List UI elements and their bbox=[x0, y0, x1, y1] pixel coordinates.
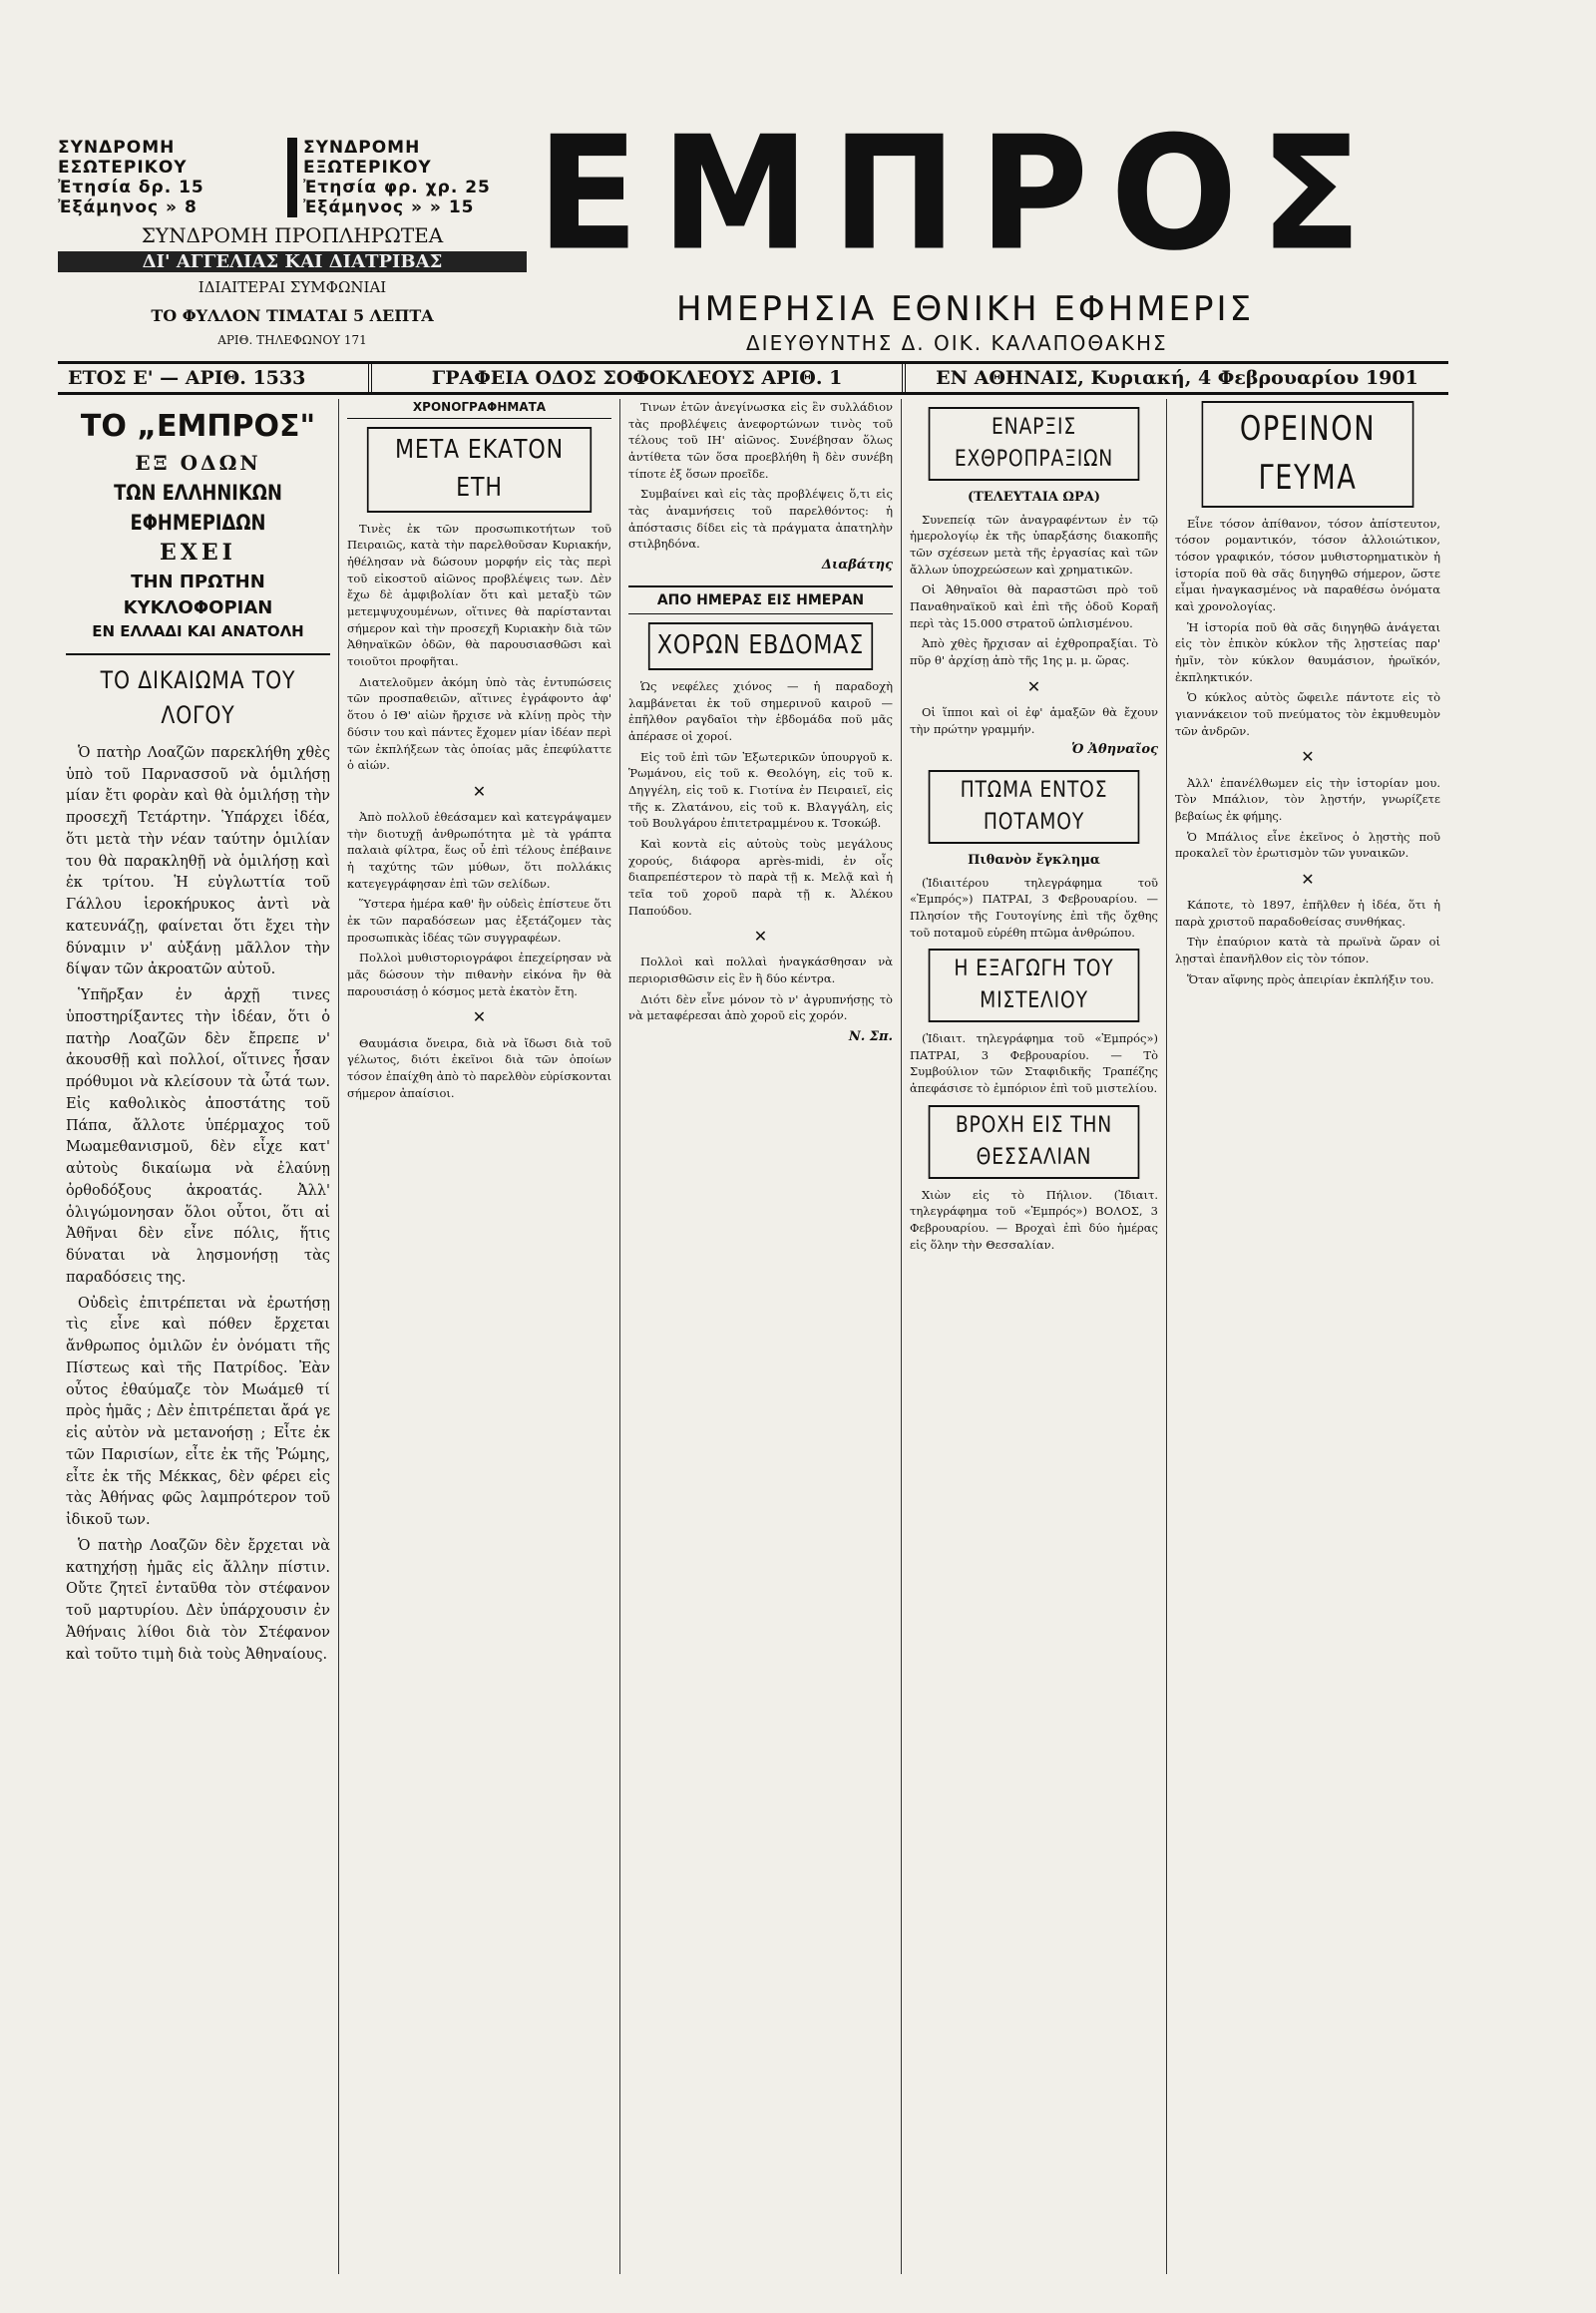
article-title: ΒΡΟΧΗ ΕΙΣ ΤΗΝ ΘΕΣΣΑΛΙΑΝ bbox=[929, 1105, 1140, 1179]
separator-cross-icon: ✕ bbox=[1301, 869, 1315, 889]
section-kicker: ΧΡΟΝΟΓΡΑΦΗΜΑΤΑ bbox=[347, 399, 611, 419]
foreign-title: ΣΥΝΔΡΟΜΗ ΕΞΩΤΕΡΙΚΟΥ bbox=[302, 138, 432, 178]
article-paragraph: Διατελοῦμεν ἀκόμη ὑπὸ τὰς ἐντυπώσεις τῶν προσπαθειῶν, αἵτινες ἐγράφοντο ἀφ' ὅτου ὁ ΙΘ' αἰὼν ἤρχισε νὰ κλίνῃ πρὸς τὴν δύσιν του καὶ πάντες ἔχομεν μίαν ἰδέαν περὶ τῶν ἐκπλήξεων τὰς ὁποίας μᾶς ἐπεφύλαττε ὁ αἰών. bbox=[347, 674, 611, 773]
article-paragraph: Ὁ πατὴρ Λοαζῶν δὲν ἔρχεται νὰ κατηχήσῃ ἡμᾶς εἰς ἄλλην πίστιν. Οὔτε ζητεῖ ἐνταῦθα τὸν στέφανον τοῦ μαρτυρίου. Δὲν ὑπάρχουσιν ἐν Ἀθήναις λίθοι διὰ τὸν Στέφανον καὶ τοῦτο τιμὴ διὰ τοὺς Ἀθηναίους. bbox=[66, 1537, 330, 1663]
article-paragraph: Πολλοὶ καὶ πολλαὶ ἠναγκάσθησαν νὰ περιορισθῶσιν εἰς ἓν ἢ δύο κέντρα. bbox=[628, 955, 893, 986]
article-paragraph: Χιὼν εἰς τὸ Πήλιον. (Ἰδιαιτ. τηλεγράφημα τοῦ «Ἐμπρός») ΒΟΛΟΣ, 3 Φεβρουαρίου. — Βροχαὶ ἐπὶ δύο ἡμέρας εἰς ὅλην τὴν Θεσσαλίαν. bbox=[910, 1187, 1158, 1252]
article-paragraph: Καὶ κοντὰ εἰς αὐτοὺς τοὺς μεγάλους χορούς, διάφορα après-midi, ἐν οἷς διαπρεπέστερον τὸ παρὰ τῇ κ. Μελᾷ καὶ ἡ τεῖα τοῦ χοροῦ παρὰ τῇ κ. Ἀλέκου Παπούδου. bbox=[628, 836, 893, 918]
column-rule bbox=[287, 138, 297, 217]
issue-infobar bbox=[58, 361, 1448, 395]
article-paragraph: Ὁ πατὴρ Λοαζῶν παρεκλήθη χθὲς ὑπὸ τοῦ Παρνασσοῦ νὰ ὁμιλήσῃ μίαν ἔτι φορὰν καὶ θὰ ὁμιλήσῃ τὴν προσεχῆ Τετάρτην. Ὑπάρχει ἰδέα, ὅτι μετὰ τὴν νέαν ταύτην ὁμιλίαν του θὰ παρακληθῇ νὰ ὁμιλήσῃ καὶ ἐκ τρίτου. Ἡ εὐγλωττία τοῦ Γάλλου ἱεροκήρυκος ἀντὶ νὰ κατευνάζῃ, φαίνεται ὅτι ἔχει τὴν δύναμιν ν' αὐξάνῃ μᾶλλον τὴν δίψαν τῶν ἀκροατῶν αὐτοῦ. bbox=[66, 744, 330, 978]
article-title: ΠΤΩΜΑ ΕΝΤΟΣ ΠΟΤΑΜΟΥ bbox=[929, 770, 1140, 844]
article-paragraph: Ἀπὸ πολλοῦ ἐθεάσαμεν καὶ κατεγράψαμεν τὴν διοτυχῇ ἀνθρωπότητα μὲ τὰ γράπτα παλαιὰ φίλτρα, ἕως οὗ ἐπὶ τέλους ἐπέβαινε ἡ ταχύτης τῶν μύθων, ὅτι πολλάκις κατεγεγράφησαν ἐπὶ τῶν σελίδων. bbox=[347, 810, 611, 891]
article-paragraph: Θαυμάσια ὄνειρα, διὰ νὰ ἴδωσι διὰ τοῦ γέλωτος, διότι ἐκεῖνοι διὰ τῶν ὁποίων τόσον ἐπαίχθη ἀπὸ τὸ παρελθὸν εὑρίσκονται σήμερον ἀπαίσιοι. bbox=[347, 1035, 611, 1100]
director: ΔΙΕΥΘΥΝΤΗΣ Δ. ΟΙΚ. ΚΑΛΑΠΟΘΑΚΗΣ bbox=[746, 331, 1168, 355]
article-title: ΟΡΕΙΝΟΝ ΓΕΥΜΑ bbox=[1202, 401, 1414, 508]
issue-number: ΕΤΟΣ Ε' — ΑΡΙΘ. 1533 bbox=[58, 364, 372, 392]
separator-cross-icon: ✕ bbox=[472, 1007, 487, 1027]
domestic-year-price: Ἐτησία δρ. 15 bbox=[58, 178, 204, 197]
phone-number: ΑΡΙΘ. ΤΗΛΕΦΩΝΟΥ 171 bbox=[217, 333, 367, 347]
article-subtitle: (ΤΕΛΕΥΤΑΙΑ ΩΡΑ) bbox=[967, 489, 1101, 505]
article-title: Η ΕΞΑΓΩΓΗ ΤΟΥ ΜΙΣΤΕΛΙΟΥ bbox=[929, 949, 1140, 1022]
article-paragraph: (Ἰδιαιτέρου τηλεγράφημα τοῦ «Ἐμπρός») ΠΑΤΡΑΙ, 3 Φεβρουαρίου. — Πλησίον τῆς Γουτογίνης ἐπὶ τῆς ὄχθης τοῦ ποταμοῦ εὑρέθη πτῶμα ἀνθρώπου. bbox=[910, 875, 1158, 940]
domestic-subscription bbox=[58, 138, 281, 217]
article-paragraph: Πολλοὶ μυθιστοριογράφοι ἐπεχείρησαν νὰ μᾶς δώσουν τὴν πιθανὴν εἰκόνα ἢν θὰ παρουσιάσῃ ὁ κόσμος μετὰ ἑκατὸν ἔτη. bbox=[347, 951, 611, 998]
article-paragraph: Ἀπὸ χθὲς ἤρχισαν αἱ ἐχθροπραξίαι. Τὸ πῦρ θ' ἀρχίσῃ ἀπὸ τῆς 1ης μ. μ. ὥρας. bbox=[910, 636, 1158, 667]
circulation-line-3: ΤΩΝ ΕΛΛΗΝΙΚΩΝ ΕΦΗΜΕΡΙΔΩΝ bbox=[114, 480, 282, 535]
newspaper-title: ΕΜΠΡΟΣ bbox=[537, 103, 1385, 286]
prepaid-notice: ΣΥΝΔΡΟΜΗ ΠΡΟΠΛΗΡΩΤΕΑ bbox=[141, 223, 444, 247]
domestic-half-price: Ἐξάμηνος » 8 bbox=[58, 197, 198, 217]
article-paragraph: Οἱ Ἀθηναῖοι θὰ παραστῶσι πρὸ τοῦ Παναθηναϊκοῦ καὶ ἐπὶ τῆς ὁδοῦ Κοραῆ περὶ τὰς 15.000 στρατοῦ ὡπλισμένου. bbox=[910, 582, 1158, 630]
article-paragraph: Ὕστερα ἡμέρα καθ' ἣν οὐδεὶς ἐπίστευε ὅτι ἐκ τῶν παραδόσεων μας ἐξετάζομεν τὰς προσωπικὰς ἰδέας τῶν συγγραφέων. bbox=[347, 897, 611, 945]
article-title: ΧΟΡΩΝ ΕΒΔΟΜΑΣ bbox=[648, 622, 873, 670]
article-paragraph: Ὑπῆρξαν ἐν ἀρχῇ τινες ὑποστηρίξαντες τὴν ἰδέαν, ὅτι ὁ πατὴρ Λοαζῶν δὲν ἔπρεπε ν' ἀκουσθῇ καὶ πολλοί, οἵτινες ἦσαν πρόθυμοι νὰ κλείσουν τὰ ὦτά των. Εἰς καθολικὸς ἀποστάτης τοῦ Πάπα, ἄλλοτε ὑπέρμαχος τοῦ Μωαμεθανισμοῦ, δὲν εἶχε κατ' αὐτοὺς δικαίωμα νὰ ἐλαύνῃ ὀρθοδόξους ἀκροατάς. Ἀλλ' ὁλιγώμονησαν ὅλοι οὗτοι, ὅτι αἱ Ἀθῆναι δὲν εἶνε πόλις, ἥτις δύναται νὰ λησμονήσῃ τὰς παραδόσεις της. bbox=[66, 987, 330, 1286]
foreign-year-price: Ἐτησία φρ. χρ. 25 bbox=[302, 178, 491, 197]
column-2 bbox=[339, 399, 620, 2274]
article-paragraph: Ὁ κύκλος αὐτὸς ὤφειλε πάντοτε εἰς τὸ γιαννάκειον τοῦ πνεύματος τὸν ἐκμυθευμὸν τῶν ἀνδρῶν. bbox=[1175, 690, 1440, 738]
article-paragraph: (Ἰδιαιτ. τηλεγράφημα τοῦ «Ἐμπρός») ΠΑΤΡΑΙ, 3 Φεβρουαρίου. — Τὸ Συμβούλιον τῶν Σταφιδικῆς Τραπέζης ἀπεφάσισε τὸ ἐμπόριον ἐπὶ τοῦ μιστελίου. bbox=[910, 1031, 1158, 1096]
column-3 bbox=[620, 399, 902, 2274]
column-1 bbox=[58, 399, 339, 2274]
article-columns bbox=[58, 399, 1448, 2274]
article-paragraph: Διότι δὲν εἶνε μόνον τὸ ν' ἀγρυπνήσῃς τὸ νὰ μεταφέρεσαι ἀπὸ χοροῦ εἰς χορόν. bbox=[628, 991, 893, 1023]
domestic-title: ΣΥΝΔΡΟΜΗ ΕΣΩΤΕΡΙΚΟΥ bbox=[58, 138, 188, 178]
article-title: ΤΟ ΔΙΚΑΙΩΜΑ ΤΟΥ ΛΟΓΟΥ bbox=[100, 666, 296, 729]
agreements-notice: ΙΔΙΑΙΤΕΡΑΙ ΣΥΜΦΩΝΙΑΙ bbox=[198, 278, 387, 296]
separator-cross-icon: ✕ bbox=[753, 927, 768, 947]
article-title: ΕΝΑΡΞΙΣ ΕΧΘΡΟΠΡΑΞΙΩΝ bbox=[929, 407, 1140, 481]
author-signature: Διαβάτης bbox=[821, 558, 893, 574]
separator-cross-icon: ✕ bbox=[472, 781, 487, 801]
article-paragraph: Εἶνε τόσον ἀπίθανον, τόσον ἀπίστευτον, τόσον ρομαντικόν, τόσον ἀλλοιώτικον, τόσον γραφικόν, τόσον μυθιστορηματικὸν ἡ ἱστορία ποῦ θὰ σᾶς διηγηθῶ σήμερον, ὥστε εἶμαι ἠναγκασμένος νὰ παραθέσω ὀνόματα καὶ χρονολογίας. bbox=[1175, 516, 1440, 613]
article-paragraph: Οἱ ἵπποι καὶ οἱ ἐφ' ἁμαξῶν θὰ ἔχουν τὴν πρώτην γραμμήν. bbox=[910, 704, 1158, 736]
ads-notice: ΔΙ' ΑΓΓΕΛΙΑΣ ΚΑΙ ΔΙΑΤΡΙΒΑΣ bbox=[58, 251, 527, 272]
foreign-half-price: Ἐξάμηνος » » 15 bbox=[302, 197, 475, 217]
circulation-line-1: ΤΟ „ΕΜΠΡΟΣ" bbox=[80, 409, 316, 444]
article-paragraph: Συμβαίνει καὶ εἰς τὰς προβλέψεις ὅ,τι εἰς τὰς ἀναμνήσεις τοῦ παρελθόντος: ἡ ἀπόστασις δίδει εἰς τὰ πράγματα ἀπατηλὴν στιλβηδόνα. bbox=[628, 487, 893, 552]
article-paragraph: Ὁ Μπάλιος εἶνε ἐκεῖνος ὁ λῃστὴς ποῦ προκαλεῖ τὸν ἐρωτισμὸν τῶν γυναικῶν. bbox=[1175, 829, 1440, 861]
article-paragraph: Ἀλλ' ἐπανέλθωμεν εἰς τὴν ἱστορίαν μου. Τὸν Μπάλιον, τὸν λῃστήν, γνωρίζετε βεβαίως ἐκ φήμης. bbox=[1175, 775, 1440, 823]
circulation-line-4: ΕΧΕΙ bbox=[160, 540, 236, 567]
separator-cross-icon: ✕ bbox=[1301, 747, 1315, 767]
circulation-line-6: ΕΝ ΕΛΛΑΔΙ ΚΑΙ ΑΝΑΤΟΛΗ bbox=[92, 622, 304, 641]
author-signature: Ν. Σπ. bbox=[848, 1029, 893, 1045]
price-notice: ΤΟ ΦΥΛΛΟΝ ΤΙΜΑΤΑΙ 5 ΛΕΠΤΑ bbox=[151, 306, 434, 325]
article-subtitle: Πιθανὸν ἔγκλημα bbox=[968, 852, 1100, 868]
circulation-line-2: ΕΞ ΟΔΩΝ bbox=[135, 450, 261, 475]
separator-cross-icon: ✕ bbox=[1026, 676, 1041, 696]
circulation-line-5: ΤΗΝ ΠΡΩΤΗΝ ΚΥΚΛΟΦΟΡΙΑΝ bbox=[123, 572, 273, 619]
office-address: ΓΡΑΦΕΙΑ ΟΔΟΣ ΣΟΦΟΚΛΕΟΥΣ ΑΡΙΘ. 1 bbox=[372, 364, 906, 392]
subscription-block bbox=[58, 138, 527, 347]
section-header: ΑΠΟ ΗΜΕΡΑΣ ΕΙΣ ΗΜΕΡΑΝ bbox=[628, 585, 893, 614]
article-title: ΜΕΤΑ ΕΚΑΤΟΝ ΕΤΗ bbox=[367, 427, 592, 512]
article-paragraph: Τινων ἐτῶν ἀνεγίνωσκα εἰς ἓν συλλάδιον τὰς προβλέψεις ἀνεφορτώνων τινὸς τοῦ τέλους τοῦ ΙΗ' αἰῶνος. Συνέβησαν ὅλως ἀντίθετα τῶν ὅσα προεβλήθη ἢ δὲν συνέβη τίποτε ἐξ ὅσων προεῖδε. bbox=[628, 400, 893, 481]
column-5 bbox=[1167, 399, 1448, 2274]
article-paragraph: Ἡ ἱστορία ποῦ θὰ σᾶς διηγηθῶ ἀνάγεται εἰς τὸν ἐπικὸν κύκλον τῆς λῃστείας παρ' ἡμῖν, τὸν κύκλον θαυμάσιον, ἡρωϊκόν, ἐκπληκτικόν. bbox=[1175, 619, 1440, 684]
article-paragraph: Εἰς τοῦ ἐπὶ τῶν Ἐξωτερικῶν ὑπουργοῦ κ. Ῥωμάνου, εἰς τοῦ κ. Θεολόγη, εἰς τοῦ κ. Δηγγέλη, εἰς τοῦ κ. Γιοτίνα ἐν Πειραιεῖ, εἰς τῆς κ. Ζλατάνου, εἰς τοῦ κ. Βλαγγάλη, εἰς τοῦ Βουλγάρου ἐπιτετραμμένου κ. Τσοκώβ. bbox=[628, 749, 893, 831]
article-paragraph: Συνεπείᾳ τῶν ἀναγραφέντων ἐν τῷ ἡμερολογίῳ ἐκ τῆς ὑπαρξάσης διακοπῆς τῶν σχέσεων μετὰ τῆς ἐργασίας καὶ τῶν ἄλλων ὑποχρεώσεων καὶ χρηματικῶν. bbox=[910, 512, 1158, 577]
article-paragraph: Ὡς νεφέλες χιόνος — ἡ παραδοχὴ λαμβάνεται ἐκ τοῦ σημερινοῦ καιροῦ — ἐπῆλθον ραγδαῖοι τὴν ἑβδομάδα ποῦ μᾶς ἀπέρασε οἱ χοροί. bbox=[628, 678, 893, 743]
issue-date: ΕΝ ΑΘΗΝΑΙΣ, Κυριακή, 4 Φεβρουαρίου 1901 bbox=[936, 367, 1418, 389]
article-paragraph: Τινὲς ἐκ τῶν προσωπικοτήτων τοῦ Πειραιῶς, κατὰ τὴν παρελθοῦσαν Κυριακήν, ἠθέλησαν νὰ δώσουν μορφήν εἰς τὰς περὶ τοῦ εἰκοστοῦ αἰῶνος προβλέψεις των. Δὲν ἔχω δὲ ἀμφιβολίαν ὅτι καὶ μεταξὺ τῶν μετεμψυχουμένων, οἵτινες θὰ παρίστανται σήμερον καὶ τὴν προσεχῆ Κυριακὴν διὰ τῶν Ἀθηναϊκῶν ὁδῶν, θὰ παρουσιασθῶσι καὶ τοιοῦτοι προφῆται. bbox=[347, 521, 611, 669]
circulation-box bbox=[66, 399, 330, 655]
article-paragraph: Ὅταν αἴφνης πρὸς ἀπειρίαν ἐκπλήξιν του. bbox=[1187, 971, 1434, 986]
author-signature: Ὁ Ἀθηναῖος bbox=[1071, 742, 1158, 758]
article-paragraph: Τὴν ἐπαύριον κατὰ τὰ πρωϊνὰ ὥραν οἱ λῃσταὶ ἐπανῆλθον εἰς τὸν τόπον. bbox=[1175, 935, 1440, 966]
tagline: ΗΜΕΡΗΣΙΑ ΕΘΝΙΚΗ ΕΦΗΜΕΡΙΣ bbox=[676, 289, 1255, 329]
column-4 bbox=[902, 399, 1167, 2274]
newspaper-page bbox=[58, 103, 1448, 2274]
foreign-subscription bbox=[303, 138, 527, 217]
subscription-row bbox=[58, 138, 527, 217]
article-paragraph: Οὐδεὶς ἐπιτρέπεται νὰ ἐρωτήσῃ τὶς εἶνε καὶ πόθεν ἔρχεται ἄνθρωπος ὁμιλῶν ἐν ὀνόματι τῆς Πίστεως καὶ τῆς Πατρίδος. Ἐὰν οὗτος ἐθαύμαζε τὸν Μωάμεθ τί πρὸς ἡμᾶς ; Δὲν ἐπιτρέπεται ἄρά γε εἰς αὐτὸν νὰ μετανοήσῃ ; Εἶτε ἐκ τῶν Παρισίων, εἶτε ἐκ τῆς Ῥώμης, εἶτε ἐκ τῆς Μέκκας, δὲν φέρει εἰς τὰς Ἀθήνας φῶς λαμπρότερον τοῦ ἰδικοῦ των. bbox=[66, 1295, 330, 1529]
article-paragraph: Κάποτε, τὸ 1897, ἐπῆλθεν ἡ ἰδέα, ὅτι ἡ παρὰ χριστοῦ παραδοθείσας συνθήκας. bbox=[1175, 898, 1440, 929]
